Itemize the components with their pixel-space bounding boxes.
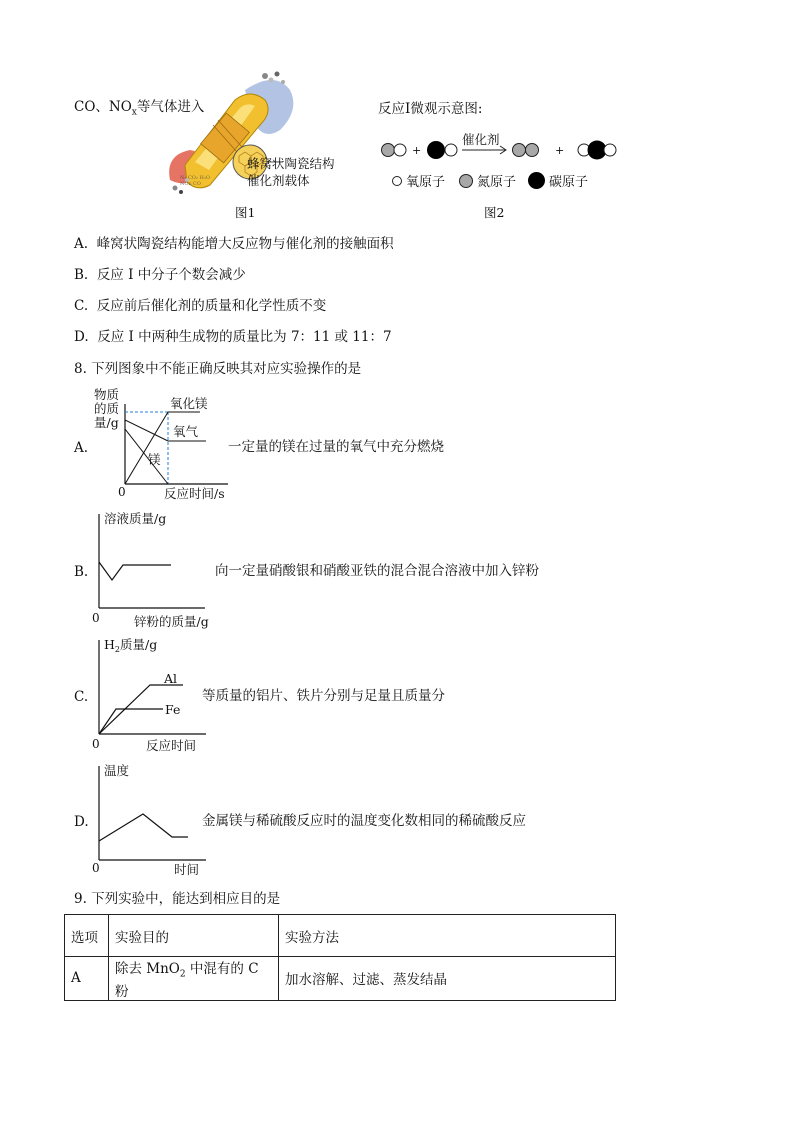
header-option: 选项 bbox=[65, 915, 109, 957]
q8-option-c-label: C. bbox=[74, 689, 89, 705]
q8-graph-a bbox=[88, 384, 248, 504]
tiny-label-co: CO bbox=[192, 181, 201, 187]
graph-d-curve bbox=[99, 814, 188, 841]
q7-option-d bbox=[74, 329, 392, 345]
carbon-atom-icon bbox=[528, 172, 545, 189]
graph-c-series-al: Al bbox=[164, 671, 178, 686]
option-text: 反应 I 中分子个数会减少 bbox=[96, 267, 246, 283]
graph-b-ylabel: 溶液质量/g bbox=[104, 511, 167, 526]
graph-c-series-fe: Fe bbox=[165, 702, 181, 717]
plus-sign-2: + bbox=[555, 144, 565, 157]
row-purpose bbox=[109, 957, 279, 1001]
oxygen-atom-icon bbox=[392, 176, 402, 186]
graph-b-curve bbox=[99, 562, 171, 580]
catalyst-label: 催化剂 bbox=[462, 132, 500, 147]
graph-d-ylabel: 温度 bbox=[104, 763, 130, 778]
q8-option-b-label: B. bbox=[74, 564, 89, 580]
option-text: 峰窝状陶瓷结构能增大反应物与催化剂的接触面积 bbox=[96, 236, 394, 252]
q9-stem: 9. 下列实验中，能达到相应目的是 bbox=[74, 891, 281, 907]
fig1-tiny-labels bbox=[180, 175, 220, 187]
table-header-row bbox=[65, 915, 616, 957]
graph-a-origin: 0 bbox=[118, 485, 126, 499]
graph-d-origin: 0 bbox=[92, 861, 100, 875]
nitrogen-atom-icon bbox=[459, 174, 473, 188]
product-co2-molecule bbox=[578, 141, 616, 160]
product-n2-molecule bbox=[513, 144, 539, 157]
graph-a-mg-line bbox=[125, 429, 168, 484]
reactant-co-molecule bbox=[427, 141, 457, 159]
graph-c-ylabel-rest: 质量/g bbox=[120, 637, 158, 652]
graph-a-series-mg: 镁 bbox=[148, 452, 161, 467]
q8-graph-c bbox=[88, 632, 213, 756]
gas-inlet-suffix: 等气体进入 bbox=[136, 99, 205, 115]
graph-a-ylabel-2: 的质 bbox=[94, 401, 120, 416]
graph-c-origin: 0 bbox=[92, 737, 100, 751]
carrier-label-line2: 催化剂载体 bbox=[247, 173, 310, 188]
graph-c-fe-curve bbox=[99, 709, 163, 734]
tiny-label-h2o: H₂O bbox=[199, 175, 210, 181]
q8-graph-d bbox=[88, 758, 213, 882]
q8-option-a-text: 一定量的镁在过量的氧气中充分燃烧 bbox=[228, 439, 444, 455]
reaction-micro-diagram bbox=[378, 130, 628, 166]
option-label: A. bbox=[74, 236, 89, 252]
tiny-label-nox: NOx bbox=[180, 181, 192, 187]
table-row bbox=[65, 957, 616, 1001]
gas-inlet-subscript: x bbox=[131, 107, 137, 118]
graph-b-xlabel: 锌粉的质量/g bbox=[134, 614, 209, 629]
row-option: A bbox=[65, 957, 109, 1001]
option-label: B. bbox=[74, 267, 89, 283]
fig1-carrier-label bbox=[247, 155, 335, 189]
gas-inlet-formula: CO、NO bbox=[74, 99, 132, 115]
graph-a-series-mgo: 氧化镁 bbox=[170, 396, 208, 411]
row-method: 加水溶解、过滤、蒸发结晶 bbox=[279, 957, 616, 1001]
q8-option-d-label: D. bbox=[74, 814, 89, 830]
fig2-legend bbox=[392, 171, 588, 190]
option-text: 反应 I 中两种生成物的质量比为 7：11 或 11：7 bbox=[97, 329, 392, 345]
q8-graph-b bbox=[88, 506, 228, 630]
q8-option-d-text: 金属镁与稀硫酸反应时的温度变化数相同的稀硫酸反应 bbox=[202, 813, 526, 829]
reactant-no-molecule bbox=[382, 144, 407, 157]
q8-option-a-label: A. bbox=[74, 440, 89, 456]
purpose-pre: 除去 MnO bbox=[115, 961, 180, 977]
option-label: C. bbox=[74, 298, 89, 314]
q8-stem: 8. 下列图象中不能正确反映其对应实验操作的是 bbox=[74, 361, 362, 377]
q7-option-b bbox=[74, 267, 246, 283]
graph-a-ylabel-1: 物质 bbox=[94, 387, 120, 402]
q7-option-c bbox=[74, 298, 326, 314]
q9-experiment-table bbox=[64, 914, 616, 1001]
plus-sign-1: + bbox=[412, 144, 422, 157]
graph-c-xlabel: 反应时间 bbox=[146, 738, 197, 753]
graph-d-xlabel: 时间 bbox=[174, 862, 200, 877]
legend-nitrogen: 氮原子 bbox=[477, 175, 517, 190]
graph-c-ylabel bbox=[104, 637, 157, 654]
option-text: 反应前后催化剂的质量和化学性质不变 bbox=[96, 298, 327, 314]
fig2-caption: 图2 bbox=[484, 205, 505, 220]
purpose-subscript: 2 bbox=[179, 969, 186, 980]
graph-a-xlabel: 反应时间/s bbox=[164, 486, 225, 501]
graph-b-origin: 0 bbox=[92, 611, 100, 625]
fig1-caption: 图1 bbox=[235, 205, 256, 220]
option-label: D. bbox=[74, 329, 89, 345]
tiny-label-co2: CO₂ bbox=[187, 175, 198, 181]
header-purpose: 实验目的 bbox=[109, 915, 279, 957]
header-method: 实验方法 bbox=[279, 915, 616, 957]
graph-a-ylabel-3: 量/g bbox=[94, 415, 119, 430]
fig2-title: 反应I微观示意图: bbox=[378, 101, 483, 117]
q8-option-b-text: 向一定量硝酸银和硝酸亚铁的混合混合溶液中加入锌粉 bbox=[215, 563, 539, 579]
tiny-label-n2: N₂ bbox=[180, 175, 187, 181]
q8-option-c-text: 等质量的铝片、铁片分别与足量且质量分 bbox=[202, 688, 445, 704]
q7-option-a bbox=[74, 236, 394, 252]
graph-a-series-oxygen: 氧气 bbox=[173, 424, 199, 439]
graph-c-ylabel-h: H bbox=[104, 637, 115, 652]
carrier-label-line1: 蜂窝状陶瓷结构 bbox=[247, 156, 335, 171]
legend-oxygen: 氧原子 bbox=[406, 175, 446, 190]
purpose-post: 中混有的 C 粉 bbox=[115, 961, 259, 1000]
legend-carbon: 碳原子 bbox=[549, 175, 589, 190]
graph-c-ylabel-sub: 2 bbox=[114, 645, 120, 654]
